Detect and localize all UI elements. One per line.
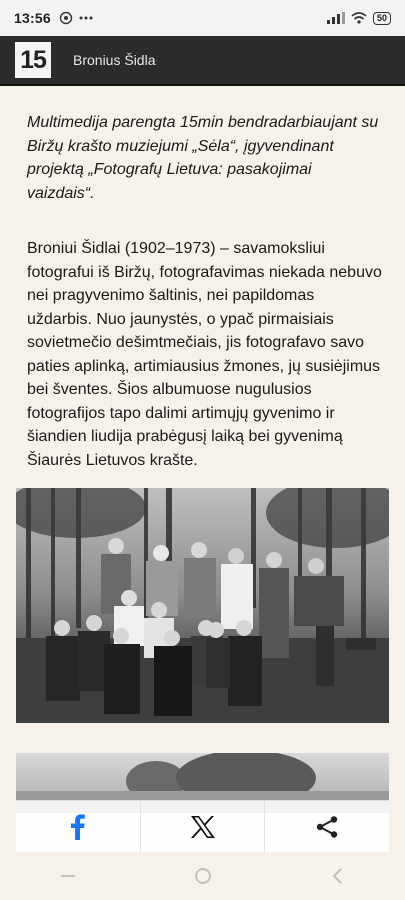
share-bar (16, 800, 389, 852)
facebook-share-button[interactable] (16, 801, 141, 852)
status-time: 13:56 (14, 10, 51, 26)
group-photo[interactable] (16, 488, 389, 723)
signal-icon (327, 12, 345, 24)
system-nav-bar (0, 852, 405, 900)
page-title: Bronius Šidla (73, 52, 156, 68)
article-content (0, 86, 405, 472)
x-icon (190, 815, 216, 839)
x-share-button[interactable] (141, 801, 266, 852)
menu-icon[interactable] (59, 867, 77, 885)
app-header (0, 36, 405, 86)
logo[interactable] (15, 42, 51, 78)
logo-text: 15 (20, 45, 46, 74)
status-bar (0, 0, 405, 36)
home-icon[interactable] (194, 867, 212, 885)
group-photo-image (16, 488, 389, 723)
share-button[interactable] (265, 801, 389, 852)
back-icon[interactable] (329, 867, 347, 885)
whatsapp-icon (59, 11, 73, 25)
more-icon (79, 16, 93, 20)
share-icon (315, 815, 339, 839)
battery-icon: 50 (373, 12, 391, 25)
article-intro: Multimedija parengta 15min bendradarbiaujant su Biržų krašto muziejumi „Sėla“, įgyvendinant projektą „Fotografų Lietuva: pasakojimai vaizdais“. (27, 114, 379, 202)
article-body: Broniui Šidlai (1902–1973) – savamoksliui fotografui iš Biržų, fotografavimas niekada nebuvo nei pragyvenimo šaltinis, nei papildomas uždarbis. Nuo jaunystės, o ypač pirmaisiais sovietmečio dešimtmečiais, jis fotografavo savo paties aplinką, artimiausius žmones, jų susiėjimus bei šventes. Šios albumuose nugulusios fotografijos tapo dalimi artimųjų gyvenimo ir šiandien liudija prabėgusį laiką bei gyvenimą Šiaurės Lietuvos krašte. (27, 240, 382, 469)
wifi-icon (351, 12, 367, 24)
facebook-icon (71, 814, 85, 840)
